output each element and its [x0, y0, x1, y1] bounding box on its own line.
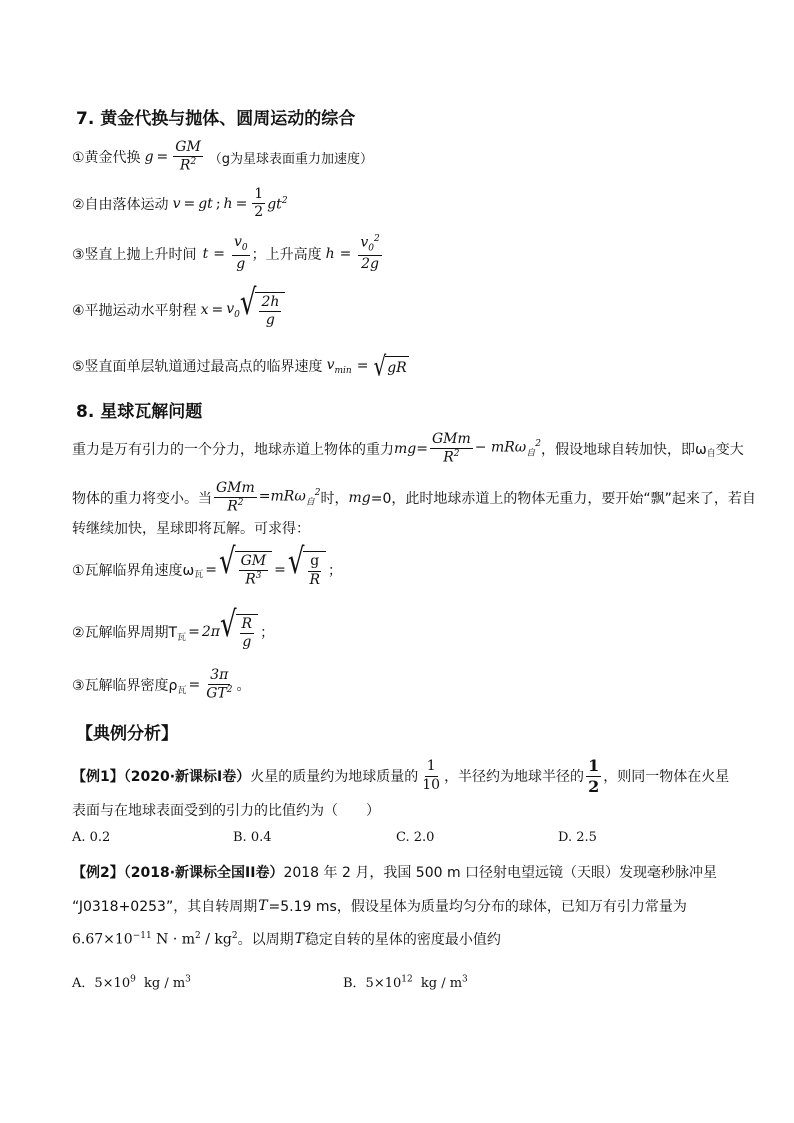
ex1-option-b[interactable]: B. 0.4	[233, 830, 272, 845]
fraction-gm-r2: $\frac{GM}{R^2}$	[175, 139, 201, 175]
ex2-option-b-mantissa: B．5×10	[343, 976, 402, 991]
section-8-title: 8. 星球瓦解问题	[76, 402, 203, 422]
formula-t: t	[202, 245, 209, 262]
formula-h-height: h	[325, 245, 335, 262]
example-2-line-3	[72, 929, 501, 949]
equals-sign: =	[188, 677, 201, 694]
examples-heading: 【典例分析】	[76, 724, 178, 744]
formula-gt: gt	[198, 195, 213, 212]
semicolon: ；	[328, 562, 342, 579]
formula-v0: $v_0$	[226, 300, 240, 320]
paragraph-line-1	[72, 432, 744, 466]
ex1-text-c: ，则同一物体在火星	[603, 769, 730, 786]
ex2-option-a-unit: kg / m	[143, 976, 186, 991]
formula-x: x	[200, 302, 209, 319]
item4-label: ④平抛运动水平射程	[72, 303, 197, 320]
item1-label: ①黄金代换	[72, 150, 141, 167]
semicolon: ；	[260, 625, 275, 642]
ex2-option-b-exponent: 12	[401, 974, 413, 985]
formula-mr-omega: − mRω$_自^2$	[474, 439, 541, 459]
paragraph-line-2	[72, 481, 756, 515]
ex2-option-a-mantissa: A．5×10	[72, 976, 131, 991]
gravitational-constant: $6.67\times 10^{-11}$ $N \cdot m^2 / kg^2$	[72, 930, 238, 948]
item1-note: （g为星球表面重力加速度）	[208, 151, 374, 167]
formula-2pi: 2π	[201, 624, 220, 641]
fraction-v02-2g: $\frac{v_0^2}{2g}$	[360, 234, 380, 273]
paragraph-line-3: 转继续加快，星球即将瓦解。可求得：	[72, 521, 310, 537]
equals-sign: =	[274, 561, 286, 578]
formula-projectile-range	[72, 282, 285, 329]
sqrt-gm-r3: √ $\frac{GM}{R^3}$	[219, 551, 272, 588]
fraction-v0-g: $\frac{v_0}{g}$	[233, 234, 248, 273]
ex2-line-1-text: 2018 年 2 月，我国 500 m 口径射电望远镜（天眼）发现毫秒脉冲星	[283, 865, 718, 881]
r3-subscript: 瓦	[177, 685, 187, 696]
ex2-line-3-a: 。以周期	[237, 932, 294, 948]
omega-subscript: 自	[706, 448, 716, 459]
equals-sign: =	[356, 358, 369, 374]
formula-vertical-throw	[72, 235, 384, 273]
equals-sign: =	[339, 245, 352, 262]
item3-mid: ；上升高度	[251, 246, 322, 263]
formula-h: h	[223, 195, 233, 212]
formula-free-fall-expr: v	[172, 195, 181, 212]
example-1-line-1	[72, 757, 729, 795]
equals-sign: =	[205, 561, 218, 578]
para1-text-b: ，假设地球自转加快，即ω	[540, 442, 707, 459]
section-7-title: 7. 黄金代换与抛体、圆周运动的综合	[76, 109, 356, 129]
formula-golden-substitution	[72, 140, 373, 174]
para1-text-c: 变大	[715, 442, 744, 459]
example-1-line-2: 表面与在地球表面受到的引力的比值约为（ ）	[72, 803, 380, 819]
para1-text-a: 重力是万有引力的一个分力，地球赤道上物体的重力	[72, 442, 394, 459]
fraction-half: $\frac{1}{2}$	[254, 186, 264, 221]
formula-free-fall	[72, 187, 288, 221]
period-mark: 。	[236, 678, 251, 695]
item3-label: ③竖直上抛上升时间	[72, 246, 197, 263]
r2-label: ②瓦解临界周期T	[72, 625, 178, 642]
sqrt-g-r: √ $\frac{g}{R}$	[288, 551, 326, 588]
ex1-option-d[interactable]: D. 2.5	[558, 830, 597, 845]
sqrt-r-g: √ $\frac{R}{g}$	[220, 614, 258, 651]
fraction-1-2: $\frac{1}{2}$	[588, 756, 600, 796]
formula-vmin: $v_{min}$	[326, 356, 352, 376]
example-2-tag: 【例2】（2018·新课标全国II卷）	[72, 865, 284, 881]
ex2-option-b[interactable]: B．$5\times 10^{12}$ kg / $m^3$	[343, 974, 468, 991]
semicolon: ;	[215, 195, 221, 212]
equals-sign: =	[156, 149, 169, 166]
period-variable: T	[258, 898, 268, 914]
ex2-line-2-b: =5.19 ms，假设星体为质量均匀分布的球体，已知万有引力常量为	[268, 899, 687, 915]
formula-critical-speed	[72, 349, 409, 383]
example-2-line-2	[72, 896, 687, 916]
ex1-text-a: 火星的质量约为地球质量的	[250, 769, 419, 786]
para2-text-a: 物体的重力将变小。当	[72, 491, 212, 508]
equals-sign: =	[213, 245, 225, 262]
r3-label: ③瓦解临界密度ρ	[72, 678, 178, 695]
r1-subscript: 瓦	[194, 570, 204, 581]
ex2-option-a-exponent: 9	[130, 974, 136, 985]
formula-eq-mr-omega: =mRω$_自^2$	[258, 488, 321, 508]
r1-label: ①瓦解临界角速度ω	[72, 562, 195, 579]
ex1-option-a[interactable]: A. 0.2	[72, 830, 111, 845]
period-variable: T	[294, 931, 304, 947]
formula-gt2: $gt^2$	[267, 195, 288, 213]
ex2-line-3-b: 稳定自转的星体的密度最小值约	[304, 932, 501, 948]
ex1-text-b: ，半径约为地球半径的	[444, 769, 585, 786]
equals-sign: =	[235, 195, 248, 212]
item5-label: ⑤竖直面单层轨道通过最高点的临界速度	[72, 359, 323, 375]
equals-sign: =	[183, 195, 196, 212]
equals-sign: =	[188, 624, 200, 641]
r2-subscript: 瓦	[177, 632, 187, 643]
formula-mg: mg	[394, 441, 417, 458]
formula-critical-density	[72, 668, 250, 702]
para2-text-c: =0，此时地球赤道上的物体无重力，要开始“飘”起来了，若自	[370, 491, 756, 508]
formula-g: g	[144, 149, 154, 166]
fraction-1-10: $\frac{1}{10}$	[422, 758, 441, 793]
fraction-gmm-r2-b: $\frac{\text{GMm}}{R^2}$	[216, 480, 255, 516]
sqrt-gr: √ gR	[373, 349, 407, 383]
equals-sign: =	[211, 302, 224, 319]
sqrt-2h-g: √ $\frac{2h}{g}$	[240, 292, 286, 329]
formula-critical-omega	[72, 541, 342, 589]
example-1-tag: 【例1】（2020·新课标Ⅰ卷）	[72, 769, 251, 786]
equals-sign: =	[416, 441, 428, 458]
formula-mg-zero: mg	[348, 490, 371, 507]
ex2-option-b-unit: kg / m	[420, 976, 463, 991]
formula-critical-period	[72, 604, 275, 651]
ex1-option-c[interactable]: C. 2.0	[396, 830, 435, 845]
fraction-3pi-gt2: $\frac{3\pi}{GT^2}$	[206, 667, 233, 703]
fraction-gmm-r2: $\frac{\text{GMm}}{R^2}$	[431, 431, 471, 467]
example-2-line-1	[72, 862, 717, 882]
ex2-option-a[interactable]: A．$5\times 10^9$ kg / $m^3$	[72, 974, 191, 991]
item2-label: ②自由落体运动	[72, 196, 169, 213]
ex2-line-2-a: “J0318+0253”，其自转周期	[72, 899, 258, 915]
para2-text-b: 时，	[320, 491, 349, 508]
